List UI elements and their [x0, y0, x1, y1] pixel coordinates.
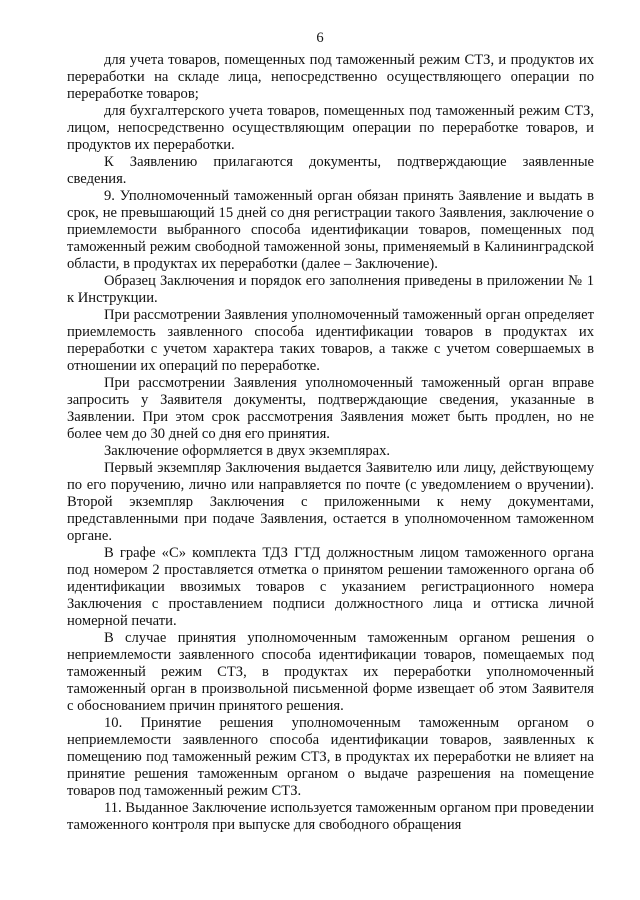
page-number: 6	[316, 30, 324, 46]
paragraph-request-documents: При рассмотрении Заявления уполномоченный таможенный орган вправе запросить у Заявителя документы, подтверждающие сведения, указанные в Заявлении. При этом срок рассмотрения Заявления может быть продлен, но не более чем до 30 дней со дня его принятия.	[67, 375, 594, 442]
paragraph-accounting-warehouse: для учета товаров, помещенных под таможенный режим СТЗ, и продуктов их переработки на складе лица, непосредственно осуществляющего операции по переработке товаров;	[67, 52, 594, 102]
paragraph-attached-documents: К Заявлению прилагаются документы, подтверждающие заявленные сведения.	[67, 154, 594, 187]
paragraph-conclusion-sample: Образец Заключения и порядок его заполнения приведены в приложении № 1 к Инструкции.	[67, 273, 594, 306]
document-body	[67, 52, 594, 834]
paragraph-item-10: 10. Принятие решения уполномоченным таможенным органом о неприемлемости заявленного способа идентификации товаров, заявленных к помещению под таможенный режим СТЗ, в продуктах их переработки не влияет на принятие решения таможенным органом о выдаче разрешения на помещение товаров под таможенный режим СТЗ.	[67, 715, 594, 799]
paragraph-first-copy: Первый экземпляр Заключения выдается Заявителю или лицу, действующему по его поручению, лично или направляется по почте (с уведомлением о вручении). Второй экземпляр Заключения с приложенными к нему документами, представленными при подаче Заявления, остается в уполномоченном таможенном органе.	[67, 460, 594, 544]
paragraph-two-copies: Заключение оформляется в двух экземплярах.	[104, 443, 391, 459]
paragraph-item-11: 11. Выданное Заключение используется таможенным органом при проведении таможенного контроля при выпуске для свободного обращения	[67, 800, 594, 833]
paragraph-review-acceptability: При рассмотрении Заявления уполномоченный таможенный орган определяет приемлемость заявленного способа идентификации товаров в продуктах их переработки с учетом характера таких товаров, а также с учетом совершаемых в отношении их операций по переработке.	[67, 307, 594, 374]
paragraph-unacceptable-decision: В случае принятия уполномоченным таможенным органом решения о неприемлемости заявленного способа идентификации товаров, помещаемых под таможенный режим СТЗ, в продуктах их переработки уполномоченный таможенный орган в произвольной письменной форме извещает об этом Заявителя с обоснованием причин принятого решения.	[67, 630, 594, 714]
paragraph-column-c: В графе «С» комплекта ТДЗ ГТД должностным лицом таможенного органа под номером 2 проставляется отметка о принятом решении таможенного органа об идентификации ввозимых товаров с указанием регистрационного номера Заключения с проставлением подписи должностного лица и оттиска личной номерной печати.	[67, 545, 594, 629]
paragraph-accounting-bookkeeping: для бухгалтерского учета товаров, помещенных под таможенный режим СТЗ, лицом, непосредственно осуществляющим операции по переработке товаров, и продуктов их переработки.	[67, 103, 594, 153]
paragraph-item-9: 9. Уполномоченный таможенный орган обязан принять Заявление и выдать в срок, не превышающий 15 дней со дня регистрации такого Заявления, заключение о приемлемости выбранного способа идентификации товаров, помещенных под таможенный режим свободной таможенной зоны, применяемый в Калининградской области, в продуктах их переработки (далее – Заключение).	[67, 188, 594, 272]
